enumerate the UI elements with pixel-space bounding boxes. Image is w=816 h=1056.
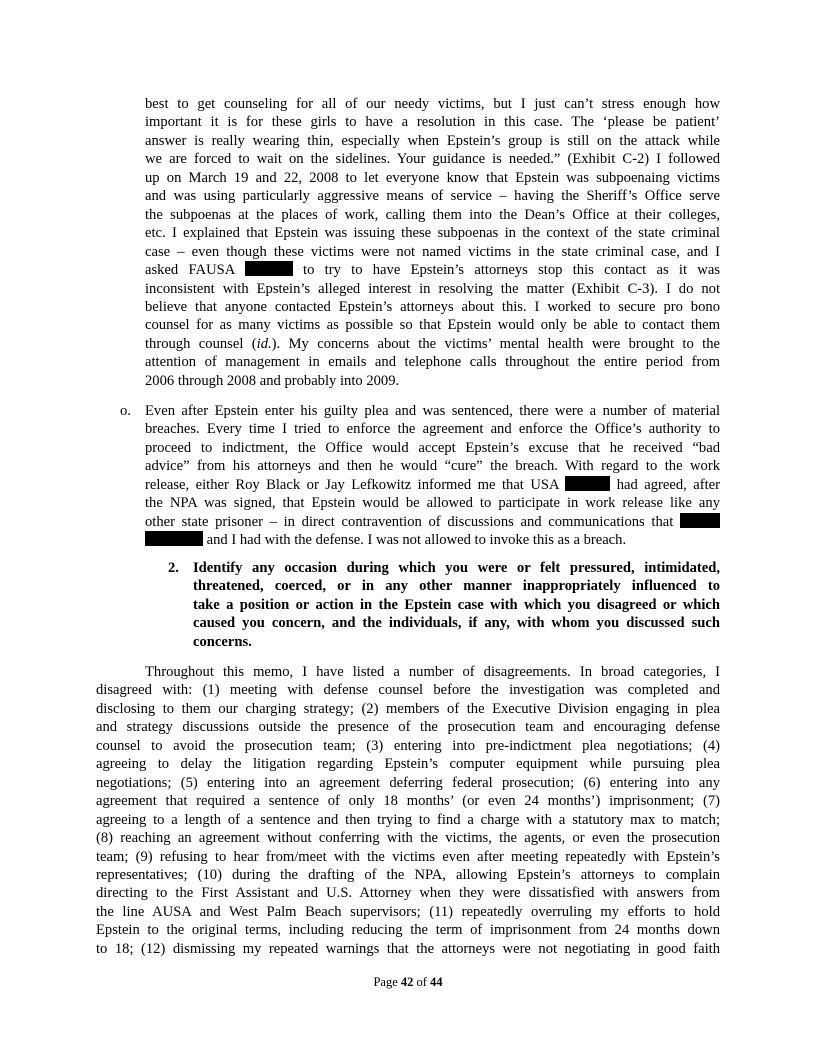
text-line: case – even though these victims were not named victims in the state criminal case, and I [145, 243, 720, 260]
question-heading [193, 559, 720, 651]
text-segment: asked FAUSA [145, 262, 235, 279]
text-line: up on March 19 and 22, 2008 to let everyone know that Epstein was subpoenaing victims [145, 169, 720, 186]
text-line: to 18; (12) dismissing my repeated warnings that the attorneys were not negotiating in good faith [96, 940, 720, 957]
text-line: caused you concern, and the individuals, if any, with whom you discussed such [193, 615, 720, 632]
text-line: disclosing to them our charging strategy; (2) members of the Executive Division engaging in plea [96, 700, 720, 717]
text-line: we are forced to wait on the sidelines. Your guidance is needed.” (Exhibit C-2) I followed [145, 151, 720, 168]
text-line: the line AUSA and West Palm Beach supervisors; (11) repeatedly overruling my efforts to hold [96, 903, 720, 920]
text-segment: Throughout this memo, I have listed a number of disagreements. In broad categories, I [145, 664, 720, 680]
text-line: negotiations; (5) entering into an agreement deferring federal prosecution; (6) entering into any [96, 774, 720, 791]
text-line: answer is really wearing thin, especially when Epstein’s group is still on the attack while [145, 132, 720, 149]
text-line: directing to the First Assistant and U.S. Attorney when they were dissatisfied with answers from [96, 885, 720, 902]
text-line: team; (9) refusing to hear from/meet with the victims even after meeting repeatedly with Epstein’s [96, 848, 720, 865]
text-segment: through counsel ( [145, 335, 257, 352]
text-line: etc. I explained that Epstein was issuing these subpoenas in the context of the state criminal [145, 225, 720, 242]
of-word: of [416, 975, 427, 989]
redaction-box [245, 261, 293, 276]
text-line: threatened, coerced, or in any other manner inappropriately influenced to [193, 578, 720, 595]
text-line: breaches. Every time I tried to enforce the agreement and enforce the Office’s authority to [145, 421, 720, 438]
list-marker: o. [120, 403, 131, 419]
question-number: 2. [168, 560, 179, 576]
text-segment: had agreed, after [616, 476, 720, 493]
continuation-paragraph [145, 95, 720, 390]
page-word: Page [373, 975, 398, 989]
text-line: 2006 through 2008 and probably into 2009. [145, 372, 400, 389]
citation-id: id. [256, 335, 272, 352]
text-line: Even after Epstein enter his guilty plea and was sentenced, there were a number of material [145, 403, 720, 419]
page-footer [0, 975, 816, 990]
text-line: believe that anyone contacted Epstein’s attorneys about this. I worked to secure pro bono [145, 298, 720, 315]
text-segment: to try to have Epstein’s attorneys stop this contact as it was [303, 262, 721, 279]
text-segment: release, either Roy Black or Jay Lefkowitz informed me that USA [145, 476, 559, 493]
text-line [145, 531, 720, 549]
text-line [145, 335, 720, 353]
list-item-o [145, 402, 720, 550]
text-line: take a position or action in the Epstein case with which you disagreed or which [193, 596, 720, 613]
page-number: 42 [400, 975, 414, 989]
text-segment: and I had with the defense. I was not allowed to invoke this as a breach. [206, 532, 627, 549]
redaction-box [565, 476, 610, 491]
text-line: agreeing to a length of a sentence and then trying to find a charge with a statutory max to match; [96, 811, 720, 828]
text-line: disagreed with: (1) meeting with defense counsel before the investigation was completed and [96, 682, 720, 699]
text-line [96, 663, 720, 681]
text-line: and was using particularly aggressive means of service – having the Sheriff’s Office serve [145, 188, 720, 205]
text-line: (8) reaching an agreement without conferring with the victims, the agents, or even the prosecution [96, 830, 720, 847]
text-line: inconsistent with Epstein’s alleged interest in resolving the matter (Exhibit C-3). I do not [145, 280, 720, 297]
main-paragraph [96, 663, 720, 958]
text-line [145, 513, 720, 531]
text-line: the subpoenas at the places of work, calling them into the Dean’s Office at their colleges, [145, 206, 720, 223]
text-line: Epstein to the original terms, including reducing the term of imprisonment from 24 months down [96, 922, 720, 939]
text-line: proceed to indictment, the Office would accept Epstein’s excuse that he received “bad [145, 439, 720, 456]
text-line: representatives; (10) during the drafting of the NPA, allowing Epstein’s attorneys to complain [96, 866, 720, 883]
text-line: counsel to avoid the prosecution team; (3) entering into pre-indictment plea negotiations; (4) [96, 737, 720, 754]
text-line: concerns. [193, 633, 252, 650]
text-line: advice” from his attorneys and then he would “cure” the breach. With regard to the work [145, 458, 720, 475]
text-line: agreeing to delay the litigation regarding Epstein’s computer equipment while pursuing plea [96, 756, 720, 773]
redaction-box [145, 531, 203, 546]
text-line: counsel for as many victims as possible so that Epstein would only be able to contact them [145, 317, 720, 334]
text-segment: other state prisoner – in direct contravention of discussions and communications that [145, 513, 674, 530]
text-line: the NPA was signed, that Epstein would be allowed to participate in work release like any [145, 495, 720, 512]
text-line: Identify any occasion during which you were or felt pressured, intimidated, [193, 560, 720, 576]
text-line: best to get counseling for all of our needy victims, but I just can’t stress enough how [145, 96, 720, 112]
redaction-box [680, 513, 720, 528]
text-line: attention of management in emails and telephone calls throughout the entire period from [145, 354, 720, 371]
text-line [145, 261, 720, 279]
page-total: 44 [430, 975, 443, 989]
text-line: agreement that required a sentence of only 18 months’ (or even 24 months’) imprisonment; (7) [96, 793, 720, 810]
text-line [145, 476, 720, 494]
text-segment: ). My concerns about the victims’ mental health were brought to the [271, 335, 720, 352]
text-line: and strategy discussions outside the presence of the prosecution team and encouraging defense [96, 719, 720, 736]
text-line: important it is for these girls to have a resolution in this case. The ‘please be patient’ [145, 114, 720, 131]
